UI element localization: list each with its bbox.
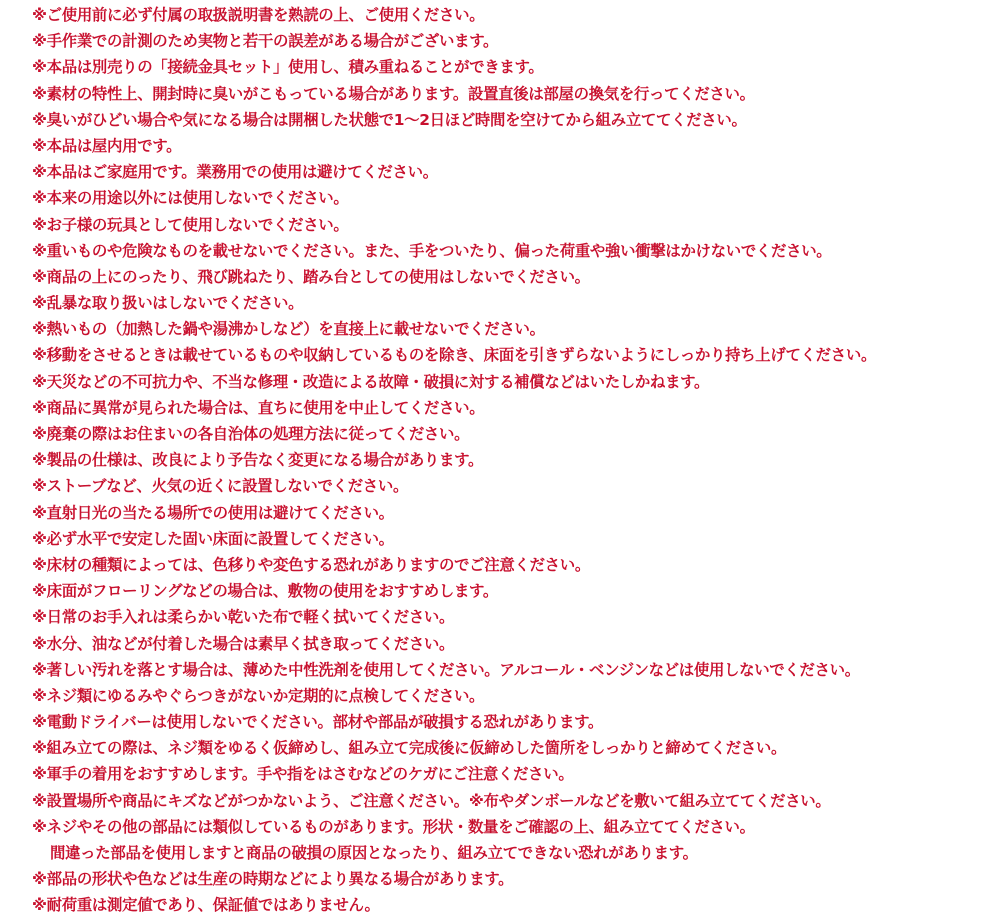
notice-item: ※移動をさせるときは載せているものや収納しているものを除き、床面を引きずらないようにしっかり持ち上げてください。 bbox=[32, 346, 877, 365]
notice-item: ※ネジやその他の部品には類似しているものがあります。形状・数量をご確認の上、組み立ててください。 bbox=[32, 817, 755, 836]
notice-item: ※素材の特性上、開封時に臭いがこもっている場合があります。設置直後は部屋の換気を行ってください。 bbox=[32, 84, 755, 103]
notice-item: ※日常のお手入れは柔らかい乾いた布で軽く拭いてください。 bbox=[32, 608, 455, 627]
notice-item: ※本来の用途以外には使用しないでください。 bbox=[32, 189, 349, 208]
notice-item: ※お子様の玩具として使用しないでください。 bbox=[32, 215, 349, 234]
notice-item: ※商品に異常が見られた場合は、直ちに使用を中止してください。 bbox=[32, 398, 485, 417]
notice-item: ※電動ドライバーは使用しないでください。部材や部品が破損する恐れがあります。 bbox=[32, 713, 604, 732]
notice-item: ※手作業での計測のため実物と若干の誤差がある場合がございます。 bbox=[32, 32, 499, 51]
notice-item: ※床材の種類によっては、色移りや変色する恐れがありますのでご注意ください。 bbox=[32, 555, 590, 574]
notice-item: ※床面がフローリングなどの場合は、敷物の使用をおすすめします。 bbox=[32, 582, 498, 601]
notice-item: ※組み立ての際は、ネジ類をゆるく仮締めし、組み立て完成後に仮締めした箇所をしっかりと締めてください。 bbox=[32, 739, 787, 758]
notice-item: ※本品は屋内用です。 bbox=[32, 136, 182, 155]
notice-item: ※設置場所や商品にキズなどがつかないよう、ご注意ください。※布やダンボールなどを敷いて組み立ててください。 bbox=[32, 791, 831, 810]
notice-item: ※製品の仕様は、改良により予告なく変更になる場合があります。 bbox=[32, 451, 484, 470]
notice-item: ※商品の上にのったり、飛び跳ねたり、踏み台としての使用はしないでください。 bbox=[32, 267, 590, 286]
notice-item: ※乱暴な取り扱いはしないでください。 bbox=[32, 294, 304, 313]
notice-item: ※必ず水平で安定した固い床面に設置してください。 bbox=[32, 529, 394, 548]
notice-item: ※本品はご家庭用です。業務用での使用は避けてください。 bbox=[32, 163, 438, 182]
notice-item: ※ネジ類にゆるみやぐらつきがないか定期的に点検してください。 bbox=[32, 686, 485, 705]
notice-item: ※廃棄の際はお住まいの各自治体の処理方法に従ってください。 bbox=[32, 425, 470, 443]
notice-item: ※水分、油などが付着した場合は素早く拭き取ってください。 bbox=[32, 634, 455, 653]
notice-item: ※熱いもの（加熱した鍋や湯沸かしなど）を直接上に載せないでください。 bbox=[32, 320, 545, 339]
notice-continuation-line: 間違った部品を使用しますと商品の破損の原因となったり、組み立てできない恐れがあります。 bbox=[50, 844, 698, 862]
notice-item: ※ストーブなど、火気の近くに設置しないでください。 bbox=[32, 477, 409, 496]
notice-item: ※臭いがひどい場合や気になる場合は開梱した状態で1～2日ほど時間を空けてから組み立ててください。 bbox=[32, 110, 747, 129]
notice-item: ※重いものや危険なものを載せないでください。また、手をついたり、偏った荷重や強い衝撃はかけないでください。 bbox=[32, 241, 832, 260]
notice-item: ※部品の形状や色などは生産の時期などにより異なる場合があります。 bbox=[32, 870, 514, 889]
notice-item: ※天災などの不可抗力や、不当な修理・改造による故障・破損に対する補償などはいたしかねます。 bbox=[32, 372, 710, 391]
notice-item: ※直射日光の当たる場所での使用は避けてください。 bbox=[32, 503, 394, 522]
notice-item: ※本品は別売りの「接続金具セット」使用し、積み重ねることができます。 bbox=[32, 58, 544, 77]
notice-item: ※ご使用前に必ず付属の取扱説明書を熟読の上、ご使用ください。 bbox=[32, 6, 485, 24]
notice-item: ※著しい汚れを落とす場合は、薄めた中性洗剤を使用してください。アルコール・ベンジンなどは使用しないでください。 bbox=[32, 660, 860, 679]
notice-item: ※軍手の着用をおすすめします。手や指をはさむなどのケガにご注意ください。 bbox=[32, 765, 574, 784]
notice-item: ※耐荷重は測定値であり、保証値ではありません。 bbox=[32, 896, 380, 915]
